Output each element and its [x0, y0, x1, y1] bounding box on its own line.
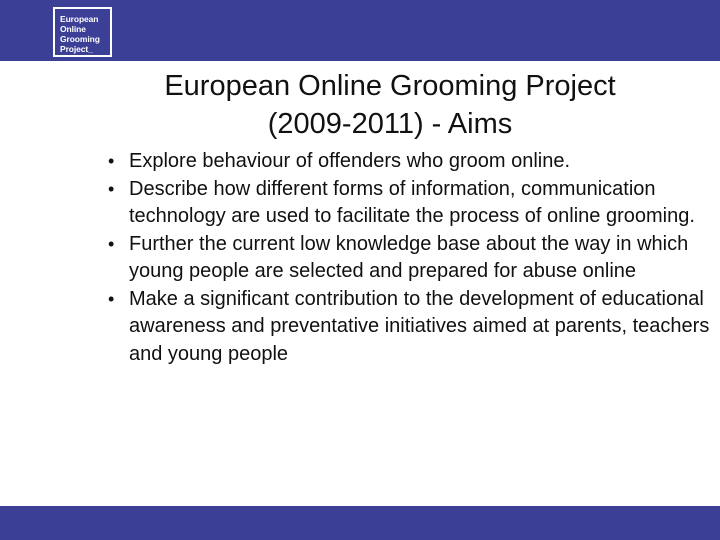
- slide-title: [0, 67, 720, 143]
- logo-line-1: European: [60, 14, 99, 24]
- bullet-item-3: [108, 231, 713, 286]
- bullet-text-3: Further the current low knowledge base about the way in which young people are selected and prepared for abuse online: [129, 232, 689, 282]
- logo-line-4: Project_: [60, 44, 93, 54]
- header-bar: [0, 0, 720, 61]
- bullet-text-2: Describe how different forms of information, communication technology are used to facilitate the process of online grooming.: [129, 177, 695, 227]
- footer-bar: [0, 506, 720, 540]
- aims-bullet-list: [108, 148, 713, 368]
- bullet-item-2: [108, 176, 713, 231]
- bullet-text-1: Explore behaviour of offenders who groom online.: [129, 150, 571, 172]
- bullet-item-4: [108, 286, 713, 369]
- bullet-text-4: Make a significant contribution to the development of educational awareness and preventative initiatives aimed at parents, teachers and young people: [129, 287, 710, 365]
- logo-line-3: Grooming: [60, 34, 100, 44]
- bullet-dot-icon: •: [108, 151, 115, 171]
- bullet-dot-icon: •: [108, 233, 115, 254]
- logo-line-2: Online: [60, 24, 86, 34]
- bullet-dot-icon: •: [108, 288, 115, 309]
- bullet-dot-icon: •: [108, 178, 115, 199]
- slide-title-line-1: European Online Grooming Project: [164, 70, 616, 102]
- project-logo: [53, 7, 112, 57]
- slide-title-line-2: (2009-2011) - Aims: [267, 108, 513, 140]
- bullet-item-1: [108, 148, 713, 176]
